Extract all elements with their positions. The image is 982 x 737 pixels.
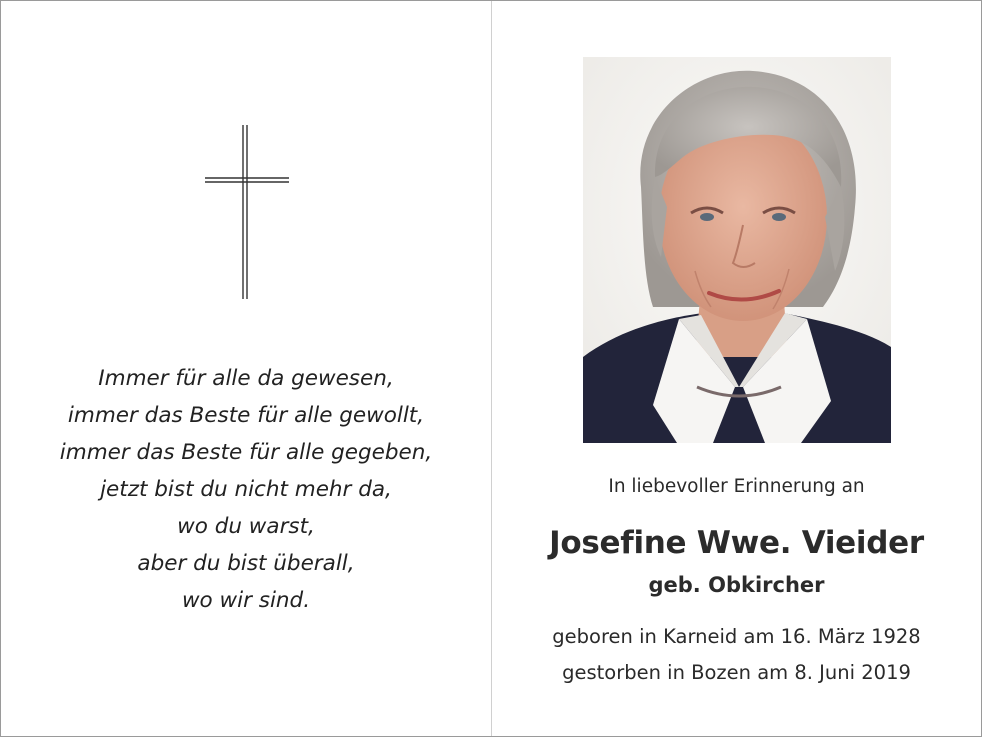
poem-line: jetzt bist du nicht mehr da, bbox=[100, 477, 392, 502]
poem-line: wo wir sind. bbox=[181, 588, 311, 613]
left-panel bbox=[1, 1, 491, 736]
death-info: gestorben in Bozen am 8. Juni 2019 bbox=[562, 661, 911, 684]
deceased-name: Josefine Wwe. Vieider bbox=[549, 525, 924, 561]
poem-line: aber du bist überall, bbox=[137, 551, 355, 576]
poem bbox=[1, 360, 491, 619]
poem-line: immer das Beste für alle gegeben, bbox=[59, 440, 433, 465]
poem-line: Immer für alle da gewesen, bbox=[98, 366, 394, 391]
poem-line: immer das Beste für alle gewollt, bbox=[67, 403, 425, 428]
portrait-photo bbox=[583, 57, 891, 443]
cross-icon bbox=[199, 121, 295, 303]
maiden-name: geb. Obkircher bbox=[648, 573, 825, 597]
right-panel bbox=[492, 1, 981, 736]
poem-line: wo du warst, bbox=[177, 514, 315, 539]
memorial-intro: In liebevoller Erinnerung an bbox=[608, 476, 865, 497]
birth-info: geboren in Karneid am 16. März 1928 bbox=[552, 625, 921, 648]
